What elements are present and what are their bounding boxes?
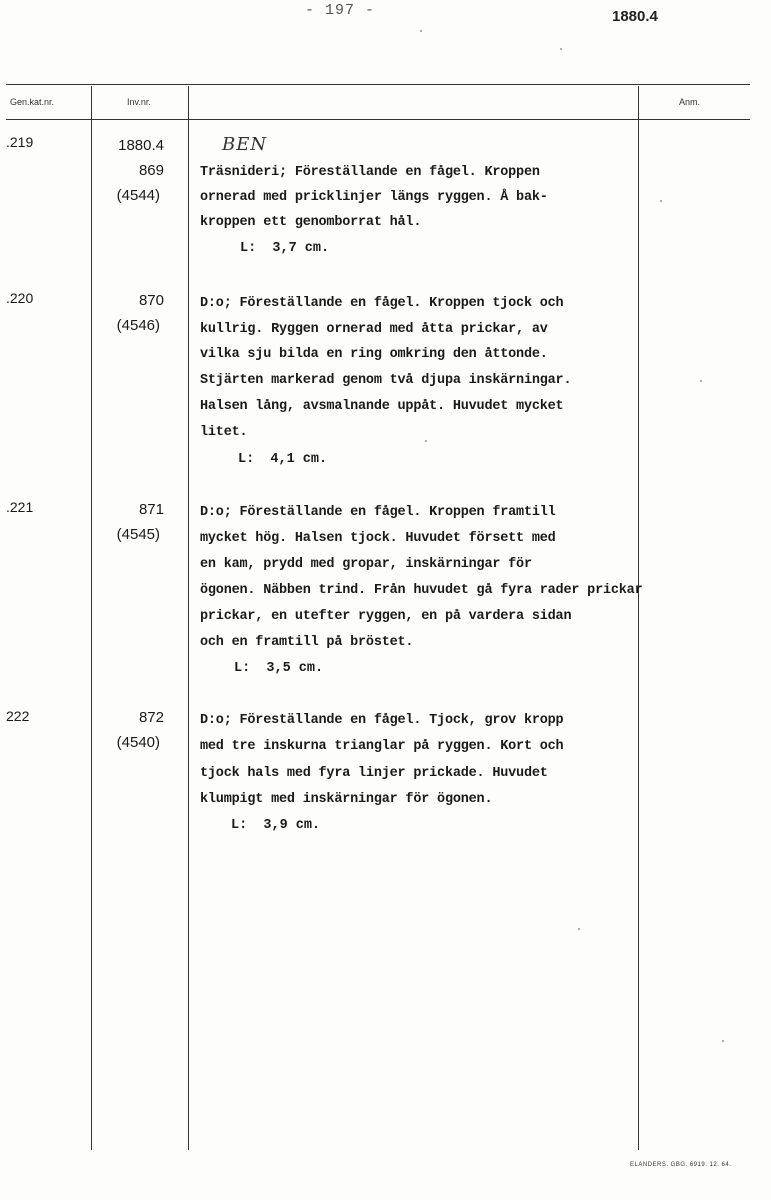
column-header-gen-kat-nr: Gen.kat.nr. (10, 97, 55, 107)
description-line: klumpigt med inskärningar för ögonen. (200, 792, 493, 807)
inventory-old-number: (4540) (116, 734, 160, 751)
column-header-inv-nr: Inv.nr. (127, 97, 151, 107)
catalogue-number: .220 (6, 290, 34, 306)
description-line: kullrig. Ryggen ornerad med åtta prickar, av (200, 322, 548, 337)
inventory-old-number: (4546) (116, 317, 160, 334)
catalogue-number: .219 (6, 134, 34, 150)
scan-speck (560, 48, 562, 50)
catalogue-number: .221 (6, 499, 34, 515)
description-line: mycket hög. Halsen tjock. Huvudet försett med (200, 531, 556, 546)
description-line: med tre inskurna trianglar på ryggen. Kort och (200, 739, 564, 754)
description-line: litet. (200, 425, 248, 440)
inventory-number: 871 (138, 501, 164, 518)
inventory-number: 870 (138, 292, 164, 309)
description-line: kroppen ett genomborrat hål. (200, 215, 422, 230)
inventory-year: 1880.4 (118, 137, 164, 154)
printer-mark: ELANDERS. GBG. 6919. 12. 64. (630, 1162, 732, 1168)
description-line: D:o; Föreställande en fågel. Kroppen tjock och (200, 296, 564, 311)
length-measurement: L: 3,5 cm. (234, 661, 324, 676)
handwritten-note: BEN (222, 134, 268, 155)
column-divider-2 (188, 86, 189, 1150)
description-line: D:o; Föreställande en fågel. Kroppen framtill (200, 505, 556, 520)
description-line: vilka sju bilda en ring omkring den åttonde. (200, 347, 548, 362)
inventory-number: 869 (138, 162, 164, 179)
table-top-rule (6, 84, 750, 85)
page-number: - 197 - (305, 2, 376, 19)
description-line: ögonen. Näbben trind. Från huvudet gå fyra rader prickar (200, 583, 643, 598)
inventory-old-number: (4544) (116, 187, 160, 204)
scan-speck (425, 440, 427, 442)
page-year-heading: 1880.4 (612, 8, 658, 25)
scan-speck (578, 928, 580, 930)
length-measurement: L: 3,7 cm. (240, 241, 330, 256)
scan-speck (660, 200, 662, 202)
column-divider-1 (91, 86, 92, 1150)
scan-speck (700, 380, 702, 382)
description-line: ornerad med pricklinjer längs ryggen. Å bak- (200, 190, 548, 205)
inventory-number: 872 (138, 709, 164, 726)
scan-speck (722, 1040, 724, 1042)
length-measurement: L: 3,9 cm. (231, 818, 321, 833)
length-measurement: L: 4,1 cm. (238, 452, 328, 467)
scan-speck (420, 30, 422, 32)
catalogue-number: 222 (6, 708, 30, 724)
description-line: D:o; Föreställande en fågel. Tjock, grov kropp (200, 713, 564, 728)
description-line: Halsen lång, avsmalnande uppåt. Huvudet mycket (200, 399, 564, 414)
description-line: prickar, en utefter ryggen, en på vardera sidan (200, 609, 572, 624)
description-line: Träsnideri; Föreställande en fågel. Kroppen (200, 165, 540, 180)
description-line: och en framtill på bröstet. (200, 635, 414, 650)
column-divider-3 (638, 86, 639, 1150)
description-line: tjock hals med fyra linjer prickade. Huvudet (200, 766, 548, 781)
inventory-old-number: (4545) (116, 526, 160, 543)
description-line: Stjärten markerad genom två djupa inskärningar. (200, 373, 572, 388)
description-line: en kam, prydd med gropar, inskärningar för (200, 557, 532, 572)
column-header-anm: Anm. (679, 97, 701, 107)
